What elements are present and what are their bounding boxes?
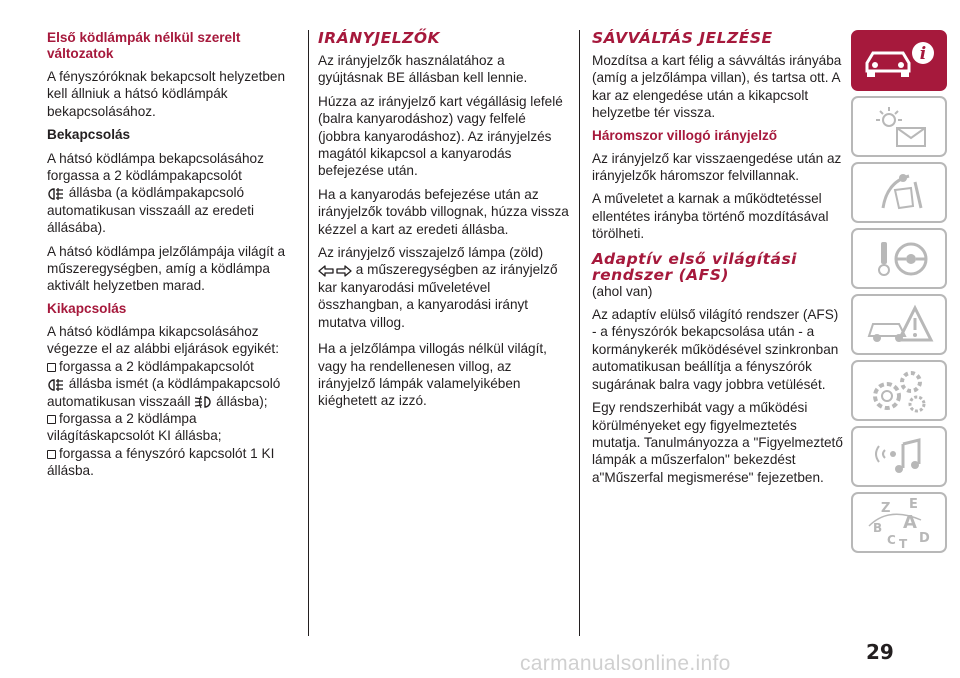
- subsection-title-off: Kikapcsolás: [47, 300, 127, 316]
- rear-fog-lamp-icon: [47, 378, 65, 392]
- paragraph: A hátsó ködlámpa jelzőlámpája világít a műszeregységben, amíg a ködlámpa aktivált helyzetben marad.: [47, 243, 286, 294]
- starting-driving-icon: [859, 234, 939, 284]
- index-letter: A: [903, 511, 917, 533]
- column-divider: [579, 30, 580, 636]
- tab-warning-lights[interactable]: [851, 96, 947, 157]
- multimedia-icon: [859, 432, 939, 482]
- paragraph: Egy rendszerhibát vagy a működési körülményeket egy figyelmeztetés mutatja. Tanulmányozza a "Figyelmeztető lámpák a műszerfalon" bekezdést a"Műszerfal megismerése" fejezetben.: [592, 400, 843, 485]
- paragraph: A fényszóróknak bekapcsolt helyzetben kell állniuk a hátsó ködlámpák bekapcsolásához.: [47, 69, 286, 119]
- paragraph: Húzza az irányjelző kart végállásig lefelé (balra kanyarodáshoz) vagy felfelé (jobbra kanyarodáshoz). Az irányjelzés magától kikapcsol a kanyarodás befejezése után.: [318, 93, 563, 179]
- index-letter: Z: [881, 500, 891, 516]
- index-letter: T: [899, 536, 908, 550]
- index-letter: B: [873, 520, 883, 535]
- bullet-icon: [47, 415, 56, 424]
- subsection-title-on: Bekapcsolás: [47, 127, 131, 143]
- paragraph: Az irányjelző visszajelző lámpa (zöld) a műszeregységben az irányjelző kar kanyarodási műveletével összhangban, a kanyarodási irányt mutatva villog.: [318, 245, 558, 330]
- turn-signal-arrows-icon: [318, 265, 352, 277]
- paragraph: A hátsó ködlámpa kikapcsolásához végezze el az alábbi eljárások egyikét: forgassa a 2 ködlámpakapcsolót állásba ismét (a ködlámpakapcsoló automatikusan visszaáll állásba); forgassa a 2 ködlámpa világításkapcsolót KI állásba; forgassa a fényszóró kapcsolót 1 KI állásba.: [47, 323, 281, 479]
- availability-note: (ahol van): [592, 283, 653, 299]
- bullet-icon: [47, 363, 56, 372]
- column-divider: [308, 30, 309, 636]
- section-heading-no-front-fog: Első ködlámpák nélkül szerelt változatok: [47, 30, 241, 61]
- tab-safety[interactable]: [851, 162, 947, 223]
- svg-text:i: i: [919, 43, 927, 64]
- paragraph: A hátsó ködlámpa bekapcsolásához forgassa a 2 ködlámpakapcsolót állásba (a ködlámpakapcsoló automatikusan visszaáll az eredeti állásába).: [47, 150, 264, 236]
- paragraph: Az adaptív elülső világító rendszer (AFS) - a fényszórók bekapcsolása után - a kormánykerék működésével szinkronban automatikusan beállítja a fényszórók sugárának balra vagy jobbra vetülését.: [592, 307, 839, 392]
- bullet-icon: [47, 450, 56, 459]
- car-info-icon: [859, 37, 939, 85]
- emergency-icon: [859, 300, 939, 350]
- index-letter: D: [919, 530, 930, 546]
- paragraph: Mozdítsa a kart félig a sávváltás irányába (amíg a jelzőlámpa villan), és tartsa ott. A kar az elengedése után a kikapcsolt helyzetbe tér vissza.: [592, 53, 842, 121]
- paragraph: Az irányjelző kar visszaengedése után az irányjelzők háromszor felvillannak.: [592, 150, 842, 184]
- section-heading-lane-change: SÁVVÁLTÁS JELZÉSE: [592, 29, 773, 47]
- paragraph: Ha a kanyarodás befejezése után az irányjelzők tovább villognak, húzza vissza kézzel a kart az eredeti állásba.: [318, 186, 569, 237]
- front-fog-lamp-icon: [194, 395, 212, 409]
- index-icon: [859, 496, 939, 550]
- section-heading-turn-signals: IRÁNYJELZŐK: [318, 29, 441, 47]
- column-2: [318, 30, 570, 416]
- column-1: [47, 30, 299, 480]
- subsection-title-triple-blink: Háromszor villogó irányjelző: [592, 127, 778, 143]
- paragraph: A műveletet a karnak a működtetéssel ellentétes irányba történő mozdításával törölheti.: [592, 191, 829, 242]
- maintenance-icon: [859, 366, 939, 416]
- rear-fog-lamp-icon: [47, 187, 65, 201]
- index-letter: E: [909, 496, 918, 512]
- tab-maintenance[interactable]: [851, 360, 947, 421]
- paragraph: Az irányjelzők használatához a gyújtásnak BE állásban kell lennie.: [318, 53, 528, 86]
- index-letter: C: [887, 532, 896, 547]
- tab-index[interactable]: [851, 492, 947, 553]
- tab-starting-driving[interactable]: [851, 228, 947, 289]
- section-heading-afs: Adaptív első világítási rendszer (AFS): [592, 249, 797, 284]
- safety-icon: [859, 168, 939, 218]
- chapter-tabs: [851, 30, 947, 558]
- tab-car-info[interactable]: [851, 30, 947, 91]
- tab-emergency[interactable]: [851, 294, 947, 355]
- tab-multimedia[interactable]: [851, 426, 947, 487]
- watermark: carmanualsonline.info: [520, 652, 731, 675]
- warning-lights-icon: [859, 102, 939, 152]
- page-number: 29: [866, 640, 894, 664]
- paragraph: Ha a jelzőlámpa villogás nélkül világít, vagy ha rendellenesen villog, az irányjelző lámpák valamelyikében kiéghetett az izzó.: [318, 341, 547, 409]
- column-3: [592, 30, 846, 492]
